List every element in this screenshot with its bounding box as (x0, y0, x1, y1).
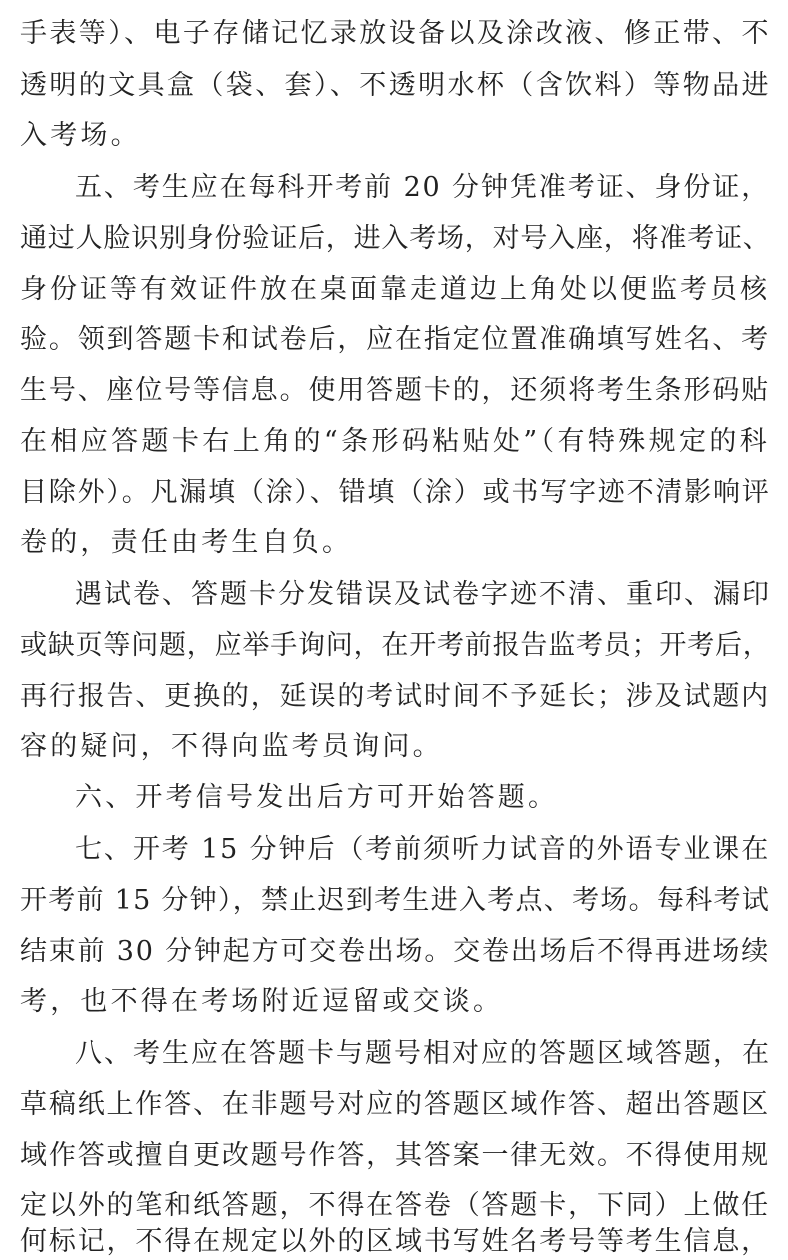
text-line: 验。领到答题卡和试卷后，应在指定位置准确填写姓名、考 (20, 324, 770, 355)
text-line: 在相应答题卡右上角的“条形码粘贴处”（有特殊规定的科 (20, 426, 770, 457)
text-line: 何标记，不得在规定以外的区域书写姓名考号等考生信息， (20, 1226, 770, 1257)
paragraph-7-first-line: 七、开考 15 分钟后（考前须听力试音的外语专业课在 (75, 834, 770, 865)
text-line: 容的疑问，不得向监考员询问。 (20, 731, 443, 762)
text-line: 手表等）、电子存储记忆录放设备以及涂改液、修正带、不 (20, 18, 771, 49)
text-line: 草稿纸上作答、在非题号对应的答题区域作答、超出答题区 (20, 1089, 770, 1120)
text-line: 透明的文具盒（袋、套）、不透明水杯（含饮料）等物品进 (20, 70, 771, 101)
paragraph-6: 六、开考信号发出后方可开始答题。 (75, 782, 559, 813)
text-line: 入考场。 (20, 120, 141, 151)
text-line: 域作答或擅自更改题号作答，其答案一律无效。不得使用规 (20, 1140, 770, 1171)
text-line: 卷的，责任由考生自负。 (20, 527, 353, 558)
text-line: 通过人脸识别身份验证后，进入考场，对号入座，将准考证、 (20, 223, 771, 254)
paragraph-5-first-line: 五、考生应在每科开考前 20 分钟凭准考证、身份证， (75, 172, 770, 203)
paragraph-8-first-line: 八、考生应在答题卡与题号相对应的答题区域答题，在 (75, 1038, 771, 1069)
text-line: 或缺页等问题，应举手询问，在开考前报告监考员；开考后， (20, 630, 771, 661)
text-line: 目除外）。凡漏填（涂）、错填（涂）或书写字迹不清影响评 (20, 477, 771, 508)
text-line: 考，也不得在考场附近逗留或交谈。 (20, 986, 504, 1017)
text-line: 再行报告、更换的，延误的考试时间不予延长；涉及试题内 (20, 681, 770, 712)
text-line: 结束前 30 分钟起方可交卷出场。交卷出场后不得再进场续 (20, 936, 770, 967)
text-line: 定以外的笔和纸答题，不得在答卷（答题卡，下同）上做任 (20, 1190, 770, 1221)
text-line: 身份证等有效证件放在桌面靠走道边上角处以便监考员核 (20, 274, 770, 305)
paragraph-misprint-first-line: 遇试卷、答题卡分发错误及试卷字迹不清、重印、漏印 (75, 579, 771, 610)
text-line: 生号、座位号等信息。使用答题卡的，还须将考生条形码贴 (20, 375, 770, 406)
text-line: 开考前 15 分钟），禁止迟到考生进入考点、考场。每科考试 (20, 885, 770, 916)
